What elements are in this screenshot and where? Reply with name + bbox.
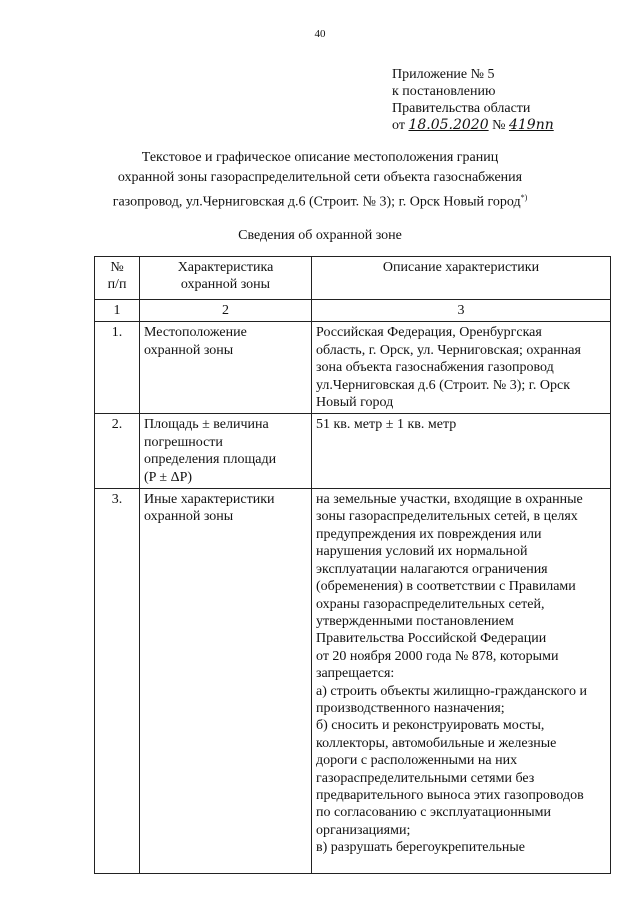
title-line	[0, 188, 640, 213]
handwritten-date: 18.05.2020	[408, 117, 489, 133]
title-line-text: газопровод, ул.Черниговская д.6 (Строит. № 3); г. Орск Новый город	[112, 194, 521, 210]
footnote-mark: *)	[520, 193, 528, 202]
appendix-line: к постановлению	[392, 84, 496, 99]
table-row	[95, 489, 611, 874]
index-cell: 1	[95, 300, 140, 322]
index-cell: 3	[312, 300, 611, 322]
table-index-row	[95, 300, 611, 322]
row-number: 1.	[95, 322, 140, 414]
title-line: охранной зоны газораспределительной сети объекта газоснабжения	[117, 170, 523, 185]
table-row	[95, 414, 611, 489]
row-description: Российская Федерация, Оренбургская область, г. Орск, ул. Черниговская; охранная зона объекта газоснабжения газопровод ул.Черниговская д.6 (Строит. № 3); г. Орск Новый город	[312, 322, 611, 414]
header-description: Описание характеристики	[312, 257, 611, 300]
row-characteristic: Площадь ± величина погрешности определения площади (P ± ΔP)	[140, 414, 312, 489]
table-row	[95, 322, 611, 414]
appendix-line: Правительства области	[392, 101, 531, 116]
header-characteristic: Характеристика охранной зоны	[140, 257, 312, 300]
appendix-date-line	[392, 117, 554, 134]
document-title	[0, 148, 640, 213]
row-characteristic: Местоположение охранной зоны	[140, 322, 312, 414]
appendix-block	[392, 66, 554, 134]
header-num: № п/п	[95, 257, 140, 300]
row-description: 51 кв. метр ± 1 кв. метр	[312, 414, 611, 489]
row-description: на земельные участки, входящие в охранные зоны газораспределительных сетей, в целях предупреждения их повреждения или нарушения условий их нормальной эксплуатации налагаются ограничения (обременения) в соответствии с Правилами охраны газораспределительных сетей, утвержденными постановлением Правительства Российской Федерации от 20 ноября 2000 года № 878, которыми запрещается: а) строить объекты жилищно-гражданского и производственного назначения; б) сносить и реконструировать мосты, коллекторы, автомобильные и железные дороги с расположенными на них газораспределительными сетями без предварительного выноса этих газопроводов по согласованию с эксплуатационными организациями; в) разрушать берегоукрепительные	[312, 489, 611, 874]
row-number: 3.	[95, 489, 140, 874]
page-number: 40	[314, 28, 326, 40]
handwritten-number: 419пп	[508, 117, 554, 133]
appendix-title: Приложение № 5	[392, 67, 495, 82]
from-label: от	[392, 118, 405, 133]
number-label: №	[492, 118, 506, 133]
title-line: Текстовое и графическое описание местоположения границ	[141, 150, 499, 165]
row-characteristic: Иные характеристики охранной зоны	[140, 489, 312, 874]
row-number: 2.	[95, 414, 140, 489]
section-subtitle: Сведения об охранной зоне	[238, 228, 402, 243]
table-header-row	[95, 257, 611, 300]
index-cell: 2	[140, 300, 312, 322]
zone-table	[94, 256, 611, 874]
